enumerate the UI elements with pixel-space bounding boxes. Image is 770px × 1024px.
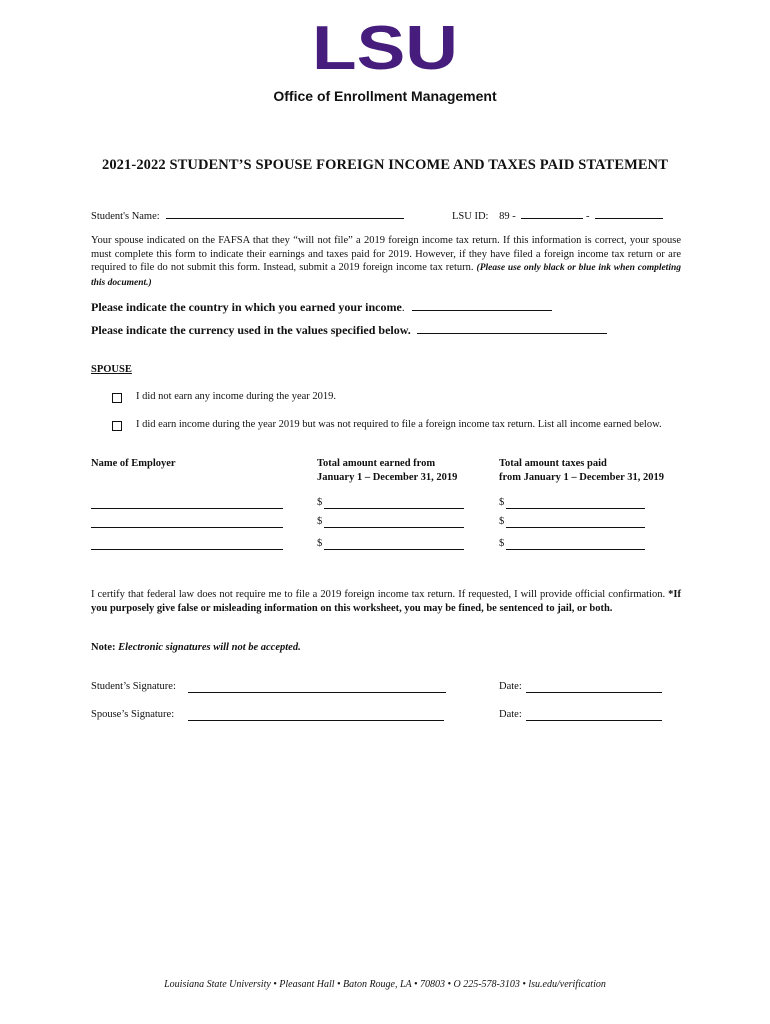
income-earned-checkbox[interactable] — [112, 421, 122, 431]
certify-warning: *If you purposely give false or misleading information on this worksheet, you may be fined, be sentenced to jail, or both. — [91, 589, 681, 614]
income-earned-option: I did earn income during the year 2019 but was not required to file a foreign income tax return. List all income earned below. — [136, 419, 662, 430]
lsu-logo-text: LSU — [312, 20, 458, 72]
intro-text: Your spouse indicated on the FAFSA that they “will not file” a 2019 foreign income tax return. If this information is correct, your spouse must complete this form to indicate their earnings and taxes paid for 2019. However, if they have filed a foreign income tax return or are required to file do not submit this form. Instead, submit a 2019 foreign income tax return. — [91, 235, 681, 273]
student-signature-field[interactable] — [188, 692, 446, 693]
note-text: Electronic signatures will not be accepted. — [118, 642, 301, 653]
taxes-amount-field[interactable] — [506, 508, 645, 509]
employer-field[interactable] — [91, 527, 283, 528]
currency-question: Please indicate the currency used in the values specified below. — [91, 323, 411, 337]
dollar-sign: $ — [499, 538, 505, 549]
lsu-id-field-1[interactable] — [521, 207, 583, 219]
dollar-sign: $ — [317, 497, 323, 508]
no-income-option: I did not earn any income during the year 2019. — [136, 391, 337, 402]
taxes-amount-field[interactable] — [506, 527, 645, 528]
lsu-id-separator: - — [585, 211, 590, 222]
currency-question-row — [91, 322, 607, 338]
form-title: 2021-2022 STUDENT’S SPOUSE FOREIGN INCOME AND TAXES PAID STATEMENT — [101, 157, 668, 173]
student-signature-row — [91, 681, 176, 692]
employer-column-header: Name of Employer — [91, 458, 176, 469]
dollar-sign: $ — [499, 497, 505, 508]
earned-column-header — [317, 457, 457, 484]
taxes-header-line-1: Total amount taxes paid — [499, 458, 607, 469]
no-income-checkbox[interactable] — [112, 393, 122, 403]
spouse-signature-field[interactable] — [188, 720, 444, 721]
note-row — [91, 642, 301, 653]
taxes-column-header — [499, 457, 664, 484]
country-field[interactable] — [412, 299, 552, 311]
currency-field[interactable] — [417, 322, 607, 334]
earned-header-line-1: Total amount earned from — [317, 458, 436, 469]
earned-amount-field[interactable] — [324, 549, 464, 550]
taxes-header-line-2: from January 1 – December 31, 2019 — [499, 471, 664, 483]
dollar-sign: $ — [317, 538, 323, 549]
student-signature-label: Student’s Signature: — [91, 681, 176, 692]
earned-amount-field[interactable] — [324, 527, 464, 528]
taxes-amount-field[interactable] — [506, 549, 645, 550]
intro-note: (Please use only black or blue ink when completing this document.) — [91, 263, 681, 288]
country-question: Please indicate the country in which you earned your income — [91, 300, 402, 314]
office-title: Office of Enrollment Management — [273, 88, 497, 104]
lsu-id-prefix: 89 - — [499, 211, 516, 222]
earned-header-line-2: January 1 – December 31, 2019 — [317, 471, 458, 483]
spouse-signature-row — [91, 709, 174, 720]
spouse-signature-label: Spouse’s Signature: — [91, 709, 175, 720]
student-date-label: Date: — [499, 681, 522, 692]
dollar-sign: $ — [317, 516, 323, 527]
spouse-date-label: Date: — [499, 709, 522, 720]
lsu-logo — [312, 20, 458, 72]
note-label: Note: — [91, 642, 116, 653]
employer-field[interactable] — [91, 549, 283, 550]
country-question-row: Please indicate the country in which you earned your income. — [91, 299, 552, 315]
lsu-id-row — [452, 207, 663, 222]
dollar-sign: $ — [499, 516, 505, 527]
student-date-field[interactable] — [526, 692, 662, 693]
student-name-row — [91, 207, 404, 222]
spouse-date-field[interactable] — [526, 720, 662, 721]
student-name-label: Student's Name: — [91, 211, 160, 222]
certification-paragraph — [91, 588, 681, 615]
spouse-section-label: SPOUSE — [91, 364, 132, 375]
intro-paragraph — [91, 234, 681, 290]
student-name-field[interactable] — [166, 207, 404, 219]
lsu-id-field-2[interactable] — [595, 207, 663, 219]
employer-field[interactable] — [91, 508, 283, 509]
certify-text: I certify that federal law does not require me to file a 2019 foreign income tax return. If requested, I will provide official confirmation. — [91, 589, 666, 600]
lsu-id-label: LSU ID: — [452, 211, 489, 222]
earned-amount-field[interactable] — [324, 508, 464, 509]
footer-address: Louisiana State University • Pleasant Hall • Baton Rouge, LA • 70803 • O 225-578-3103 • lsu.edu/verification — [164, 979, 606, 990]
